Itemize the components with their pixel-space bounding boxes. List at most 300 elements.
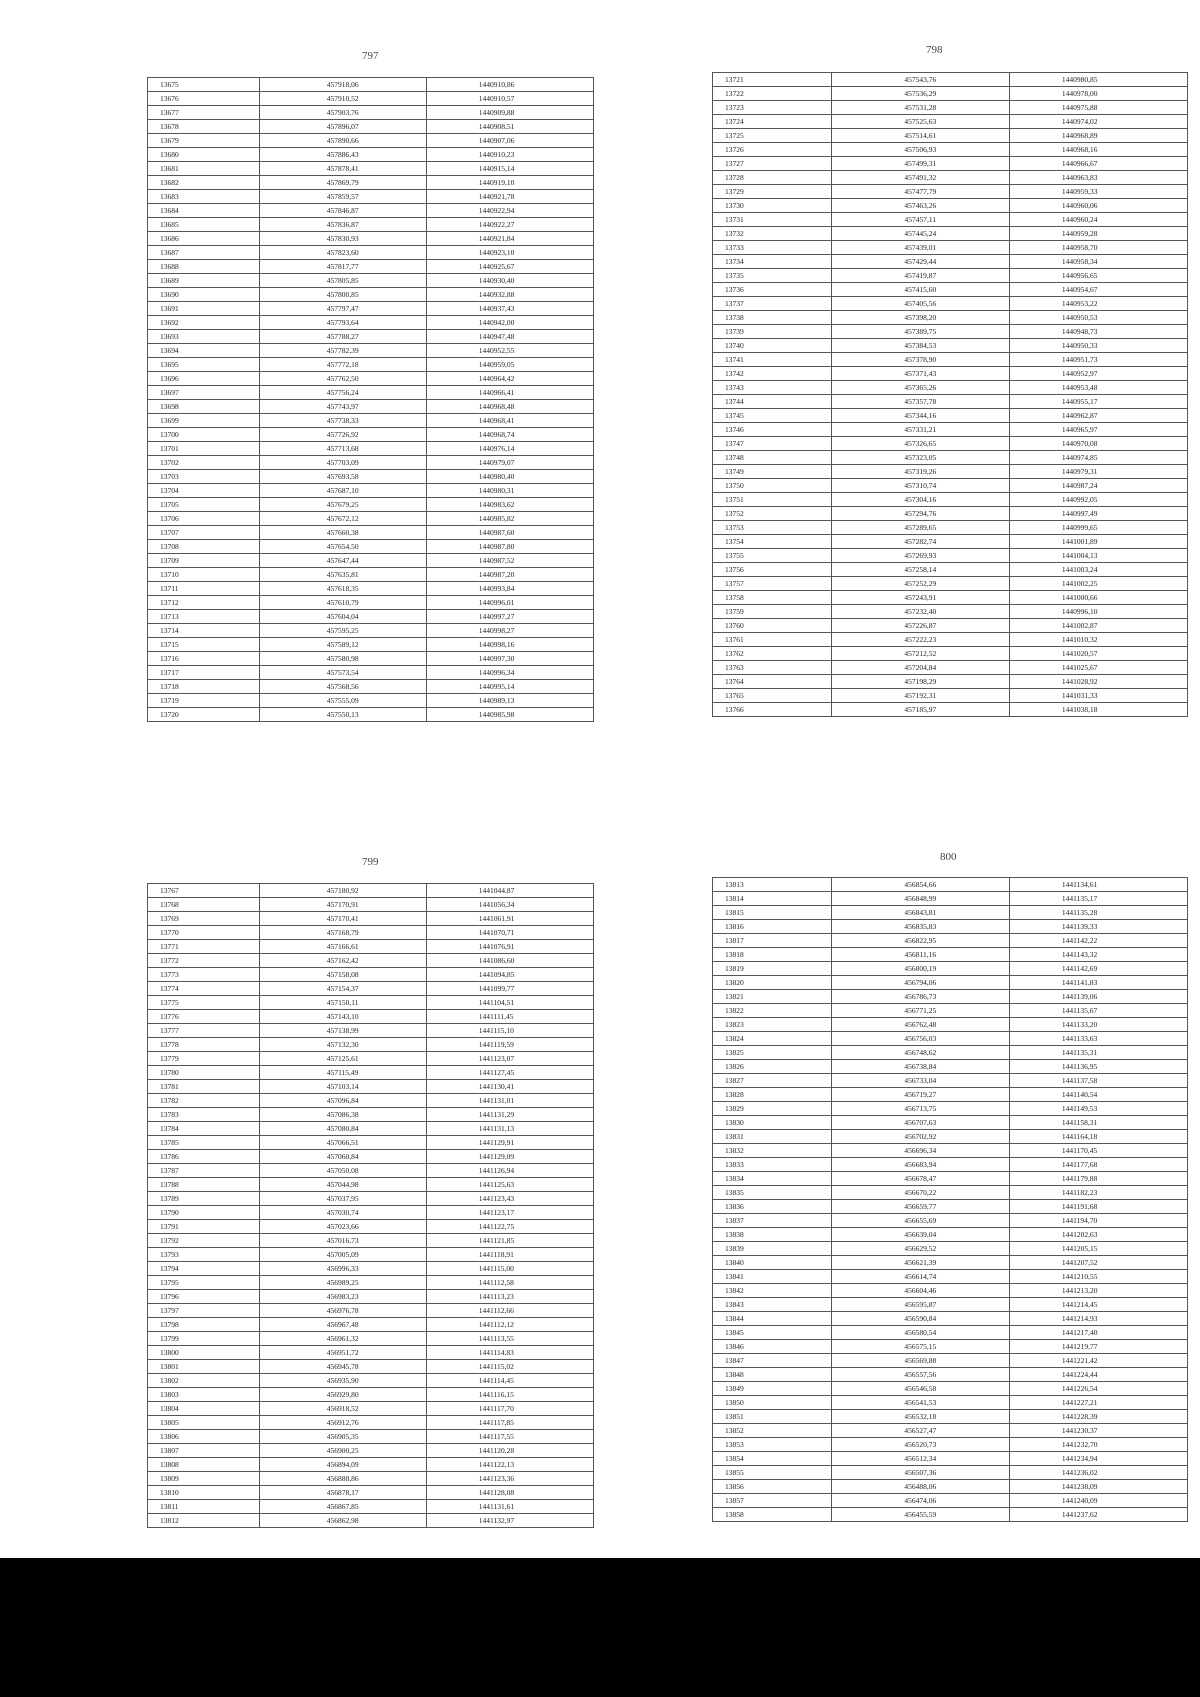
table-row bbox=[713, 227, 1188, 241]
point-number-cell: 13829 bbox=[713, 1102, 832, 1116]
point-number-cell: 13731 bbox=[713, 213, 832, 227]
x-coordinate-cell: 457192,31 bbox=[831, 689, 1009, 703]
table-row bbox=[148, 1486, 594, 1500]
table-row bbox=[713, 976, 1188, 990]
x-coordinate-cell: 456621,39 bbox=[831, 1256, 1009, 1270]
table-row bbox=[713, 157, 1188, 171]
point-number-cell: 13767 bbox=[148, 884, 260, 898]
y-coordinate-cell: 1440960,24 bbox=[1009, 213, 1187, 227]
table-row bbox=[148, 148, 594, 162]
point-number-cell: 13781 bbox=[148, 1080, 260, 1094]
x-coordinate-cell: 457782,39 bbox=[259, 344, 426, 358]
table-row bbox=[713, 591, 1188, 605]
point-number-cell: 13828 bbox=[713, 1088, 832, 1102]
table-row bbox=[713, 451, 1188, 465]
point-number-cell: 13790 bbox=[148, 1206, 260, 1220]
table-row bbox=[713, 1368, 1188, 1382]
y-coordinate-cell: 1440930,40 bbox=[426, 274, 593, 288]
x-coordinate-cell: 456905,35 bbox=[259, 1430, 426, 1444]
y-coordinate-cell: 1441104,51 bbox=[426, 996, 593, 1010]
table-row bbox=[713, 1074, 1188, 1088]
y-coordinate-cell: 1441126,94 bbox=[426, 1164, 593, 1178]
x-coordinate-cell: 457713,68 bbox=[259, 442, 426, 456]
table-row bbox=[148, 582, 594, 596]
table-row bbox=[148, 1150, 594, 1164]
x-coordinate-cell: 457823,60 bbox=[259, 246, 426, 260]
point-number-cell: 13845 bbox=[713, 1326, 832, 1340]
x-coordinate-cell: 456748,62 bbox=[831, 1046, 1009, 1060]
y-coordinate-cell: 1440968,16 bbox=[1009, 143, 1187, 157]
x-coordinate-cell: 457319,26 bbox=[831, 465, 1009, 479]
point-number-cell: 13747 bbox=[713, 437, 832, 451]
table-row bbox=[713, 1326, 1188, 1340]
y-coordinate-cell: 1440922,27 bbox=[426, 218, 593, 232]
y-coordinate-cell: 1441099,77 bbox=[426, 982, 593, 996]
point-number-cell: 13703 bbox=[148, 470, 260, 484]
document-page-797 bbox=[0, 0, 600, 850]
x-coordinate-cell: 457282,74 bbox=[831, 535, 1009, 549]
x-coordinate-cell: 456862,98 bbox=[259, 1514, 426, 1528]
point-number-cell: 13688 bbox=[148, 260, 260, 274]
y-coordinate-cell: 1440987,24 bbox=[1009, 479, 1187, 493]
y-coordinate-cell: 1440983,62 bbox=[426, 498, 593, 512]
table-row bbox=[148, 1402, 594, 1416]
x-coordinate-cell: 457294,76 bbox=[831, 507, 1009, 521]
point-number-cell: 13761 bbox=[713, 633, 832, 647]
table-row bbox=[148, 302, 594, 316]
y-coordinate-cell: 1441025,67 bbox=[1009, 661, 1187, 675]
y-coordinate-cell: 1441128,08 bbox=[426, 1486, 593, 1500]
x-coordinate-cell: 456614,74 bbox=[831, 1270, 1009, 1284]
y-coordinate-cell: 1440976,14 bbox=[426, 442, 593, 456]
table-row bbox=[713, 1004, 1188, 1018]
y-coordinate-cell: 1441123,17 bbox=[426, 1206, 593, 1220]
x-coordinate-cell: 457304,16 bbox=[831, 493, 1009, 507]
table-row bbox=[713, 1480, 1188, 1494]
x-coordinate-cell: 457378,90 bbox=[831, 353, 1009, 367]
point-number-cell: 13858 bbox=[713, 1508, 832, 1522]
y-coordinate-cell: 1440974,02 bbox=[1009, 115, 1187, 129]
table-row bbox=[713, 1214, 1188, 1228]
x-coordinate-cell: 457568,56 bbox=[259, 680, 426, 694]
point-number-cell: 13730 bbox=[713, 199, 832, 213]
y-coordinate-cell: 1441002,87 bbox=[1009, 619, 1187, 633]
point-number-cell: 13778 bbox=[148, 1038, 260, 1052]
table-row bbox=[713, 213, 1188, 227]
table-row bbox=[148, 120, 594, 134]
document-page-798 bbox=[600, 0, 1200, 850]
table-row bbox=[713, 563, 1188, 577]
y-coordinate-cell: 1441221,42 bbox=[1009, 1354, 1187, 1368]
x-coordinate-cell: 456961,32 bbox=[259, 1332, 426, 1346]
point-number-cell: 13846 bbox=[713, 1340, 832, 1354]
table-row bbox=[148, 1332, 594, 1346]
table-row bbox=[713, 465, 1188, 479]
table-row bbox=[713, 269, 1188, 283]
point-number-cell: 13795 bbox=[148, 1276, 260, 1290]
y-coordinate-cell: 1440960,06 bbox=[1009, 199, 1187, 213]
x-coordinate-cell: 457166,61 bbox=[259, 940, 426, 954]
table-row bbox=[713, 661, 1188, 675]
point-number-cell: 13783 bbox=[148, 1108, 260, 1122]
y-coordinate-cell: 1440953,22 bbox=[1009, 297, 1187, 311]
y-coordinate-cell: 1440968,74 bbox=[426, 428, 593, 442]
y-coordinate-cell: 1440992,05 bbox=[1009, 493, 1187, 507]
x-coordinate-cell: 457550,13 bbox=[259, 708, 426, 722]
y-coordinate-cell: 1441115,02 bbox=[426, 1360, 593, 1374]
y-coordinate-cell: 1441061,91 bbox=[426, 912, 593, 926]
y-coordinate-cell: 1440979,07 bbox=[426, 456, 593, 470]
point-number-cell: 13686 bbox=[148, 232, 260, 246]
table-row bbox=[148, 316, 594, 330]
x-coordinate-cell: 456945,78 bbox=[259, 1360, 426, 1374]
y-coordinate-cell: 1440959,05 bbox=[426, 358, 593, 372]
x-coordinate-cell: 457023,66 bbox=[259, 1220, 426, 1234]
table-row bbox=[148, 596, 594, 610]
x-coordinate-cell: 457580,98 bbox=[259, 652, 426, 666]
x-coordinate-cell: 457252,29 bbox=[831, 577, 1009, 591]
x-coordinate-cell: 457772,18 bbox=[259, 358, 426, 372]
table-row bbox=[148, 470, 594, 484]
x-coordinate-cell: 456520,73 bbox=[831, 1438, 1009, 1452]
x-coordinate-cell: 457310,74 bbox=[831, 479, 1009, 493]
point-number-cell: 13765 bbox=[713, 689, 832, 703]
point-number-cell: 13696 bbox=[148, 372, 260, 386]
table-row bbox=[713, 423, 1188, 437]
document-page-799 bbox=[0, 850, 600, 1558]
table-row bbox=[148, 386, 594, 400]
y-coordinate-cell: 1440968,48 bbox=[426, 400, 593, 414]
y-coordinate-cell: 1441132,97 bbox=[426, 1514, 593, 1528]
x-coordinate-cell: 457232,40 bbox=[831, 605, 1009, 619]
table-row bbox=[148, 232, 594, 246]
x-coordinate-cell: 457477,79 bbox=[831, 185, 1009, 199]
y-coordinate-cell: 1441076,91 bbox=[426, 940, 593, 954]
table-row bbox=[148, 954, 594, 968]
table-row bbox=[148, 204, 594, 218]
point-number-cell: 13839 bbox=[713, 1242, 832, 1256]
y-coordinate-cell: 1440919,10 bbox=[426, 176, 593, 190]
point-number-cell: 13775 bbox=[148, 996, 260, 1010]
y-coordinate-cell: 1441226,54 bbox=[1009, 1382, 1187, 1396]
y-coordinate-cell: 1441010,32 bbox=[1009, 633, 1187, 647]
point-number-cell: 13707 bbox=[148, 526, 260, 540]
x-coordinate-cell: 456707,63 bbox=[831, 1116, 1009, 1130]
point-number-cell: 13796 bbox=[148, 1290, 260, 1304]
x-coordinate-cell: 456867,85 bbox=[259, 1500, 426, 1514]
x-coordinate-cell: 457788,27 bbox=[259, 330, 426, 344]
table-row bbox=[148, 498, 594, 512]
x-coordinate-cell: 457756,24 bbox=[259, 386, 426, 400]
x-coordinate-cell: 457185,97 bbox=[831, 703, 1009, 717]
y-coordinate-cell: 1441177,68 bbox=[1009, 1158, 1187, 1172]
x-coordinate-cell: 457222,23 bbox=[831, 633, 1009, 647]
table-row bbox=[148, 1276, 594, 1290]
table-row bbox=[713, 1102, 1188, 1116]
point-number-cell: 13816 bbox=[713, 920, 832, 934]
y-coordinate-cell: 1440950,33 bbox=[1009, 339, 1187, 353]
y-coordinate-cell: 1440975,88 bbox=[1009, 101, 1187, 115]
y-coordinate-cell: 1440996,10 bbox=[1009, 605, 1187, 619]
point-number-cell: 13752 bbox=[713, 507, 832, 521]
table-row bbox=[713, 948, 1188, 962]
y-coordinate-cell: 1441158,31 bbox=[1009, 1116, 1187, 1130]
y-coordinate-cell: 1441118,91 bbox=[426, 1248, 593, 1262]
point-number-cell: 13724 bbox=[713, 115, 832, 129]
y-coordinate-cell: 1441127,45 bbox=[426, 1066, 593, 1080]
table-row bbox=[713, 381, 1188, 395]
point-number-cell: 13769 bbox=[148, 912, 260, 926]
y-coordinate-cell: 1441000,66 bbox=[1009, 591, 1187, 605]
table-row bbox=[713, 311, 1188, 325]
y-coordinate-cell: 1441142,69 bbox=[1009, 962, 1187, 976]
point-number-cell: 13794 bbox=[148, 1262, 260, 1276]
table-row bbox=[148, 624, 594, 638]
x-coordinate-cell: 456794,06 bbox=[831, 976, 1009, 990]
y-coordinate-cell: 1441224,44 bbox=[1009, 1368, 1187, 1382]
point-number-cell: 13827 bbox=[713, 1074, 832, 1088]
point-number-cell: 13676 bbox=[148, 92, 260, 106]
x-coordinate-cell: 456595,87 bbox=[831, 1298, 1009, 1312]
point-number-cell: 13818 bbox=[713, 948, 832, 962]
point-number-cell: 13852 bbox=[713, 1424, 832, 1438]
x-coordinate-cell: 457050,08 bbox=[259, 1164, 426, 1178]
x-coordinate-cell: 457743,97 bbox=[259, 400, 426, 414]
point-number-cell: 13683 bbox=[148, 190, 260, 204]
y-coordinate-cell: 1440998,16 bbox=[426, 638, 593, 652]
table-row bbox=[713, 647, 1188, 661]
x-coordinate-cell: 457150,11 bbox=[259, 996, 426, 1010]
table-row bbox=[148, 428, 594, 442]
y-coordinate-cell: 1440953,48 bbox=[1009, 381, 1187, 395]
table-row bbox=[148, 1304, 594, 1318]
y-coordinate-cell: 1440921,78 bbox=[426, 190, 593, 204]
y-coordinate-cell: 1440980,31 bbox=[426, 484, 593, 498]
x-coordinate-cell: 457687,10 bbox=[259, 484, 426, 498]
point-number-cell: 13746 bbox=[713, 423, 832, 437]
point-number-cell: 13679 bbox=[148, 134, 260, 148]
point-number-cell: 13738 bbox=[713, 311, 832, 325]
x-coordinate-cell: 457499,31 bbox=[831, 157, 1009, 171]
point-number-cell: 13736 bbox=[713, 283, 832, 297]
point-number-cell: 13691 bbox=[148, 302, 260, 316]
y-coordinate-cell: 1440963,83 bbox=[1009, 171, 1187, 185]
x-coordinate-cell: 456756,03 bbox=[831, 1032, 1009, 1046]
y-coordinate-cell: 1441179,88 bbox=[1009, 1172, 1187, 1186]
y-coordinate-cell: 1441112,12 bbox=[426, 1318, 593, 1332]
table-row bbox=[148, 1458, 594, 1472]
table-row bbox=[713, 409, 1188, 423]
point-number-cell: 13710 bbox=[148, 568, 260, 582]
y-coordinate-cell: 1441001,89 bbox=[1009, 535, 1187, 549]
table-row bbox=[148, 512, 594, 526]
y-coordinate-cell: 1440955,17 bbox=[1009, 395, 1187, 409]
y-coordinate-cell: 1441149,53 bbox=[1009, 1102, 1187, 1116]
y-coordinate-cell: 1441139,06 bbox=[1009, 990, 1187, 1004]
point-number-cell: 13825 bbox=[713, 1046, 832, 1060]
x-coordinate-cell: 456894,09 bbox=[259, 1458, 426, 1472]
x-coordinate-cell: 457738,33 bbox=[259, 414, 426, 428]
point-number-cell: 13715 bbox=[148, 638, 260, 652]
point-number-cell: 13840 bbox=[713, 1256, 832, 1270]
point-number-cell: 13833 bbox=[713, 1158, 832, 1172]
y-coordinate-cell: 1441213,20 bbox=[1009, 1284, 1187, 1298]
point-number-cell: 13743 bbox=[713, 381, 832, 395]
point-number-cell: 13700 bbox=[148, 428, 260, 442]
point-number-cell: 13807 bbox=[148, 1444, 260, 1458]
point-number-cell: 13782 bbox=[148, 1094, 260, 1108]
x-coordinate-cell: 457439,01 bbox=[831, 241, 1009, 255]
point-number-cell: 13791 bbox=[148, 1220, 260, 1234]
x-coordinate-cell: 457555,09 bbox=[259, 694, 426, 708]
x-coordinate-cell: 457016,73 bbox=[259, 1234, 426, 1248]
table-row bbox=[148, 1290, 594, 1304]
y-coordinate-cell: 1440970,08 bbox=[1009, 437, 1187, 451]
y-coordinate-cell: 1440959,28 bbox=[1009, 227, 1187, 241]
y-coordinate-cell: 1441112,58 bbox=[426, 1276, 593, 1290]
x-coordinate-cell: 457180,92 bbox=[259, 884, 426, 898]
y-coordinate-cell: 1441002,25 bbox=[1009, 577, 1187, 591]
table-row bbox=[148, 246, 594, 260]
y-coordinate-cell: 1441232,70 bbox=[1009, 1438, 1187, 1452]
point-number-cell: 13850 bbox=[713, 1396, 832, 1410]
table-row bbox=[148, 288, 594, 302]
point-number-cell: 13709 bbox=[148, 554, 260, 568]
table-row bbox=[148, 638, 594, 652]
y-coordinate-cell: 1441122,13 bbox=[426, 1458, 593, 1472]
x-coordinate-cell: 457115,49 bbox=[259, 1066, 426, 1080]
table-row bbox=[713, 1116, 1188, 1130]
x-coordinate-cell: 457389,75 bbox=[831, 325, 1009, 339]
y-coordinate-cell: 1441004,13 bbox=[1009, 549, 1187, 563]
table-row bbox=[148, 92, 594, 106]
y-coordinate-cell: 1440910,86 bbox=[426, 78, 593, 92]
table-row bbox=[148, 1136, 594, 1150]
y-coordinate-cell: 1441141,83 bbox=[1009, 976, 1187, 990]
table-row bbox=[148, 442, 594, 456]
point-number-cell: 13719 bbox=[148, 694, 260, 708]
x-coordinate-cell: 457429,44 bbox=[831, 255, 1009, 269]
y-coordinate-cell: 1440997,49 bbox=[1009, 507, 1187, 521]
y-coordinate-cell: 1441191,68 bbox=[1009, 1200, 1187, 1214]
table-row bbox=[713, 367, 1188, 381]
coordinate-table bbox=[147, 883, 594, 1528]
point-number-cell: 13718 bbox=[148, 680, 260, 694]
y-coordinate-cell: 1440907,06 bbox=[426, 134, 593, 148]
table-row bbox=[713, 479, 1188, 493]
x-coordinate-cell: 456659,77 bbox=[831, 1200, 1009, 1214]
table-row bbox=[148, 1234, 594, 1248]
point-number-cell: 13843 bbox=[713, 1298, 832, 1312]
table-row bbox=[713, 1410, 1188, 1424]
x-coordinate-cell: 457170,41 bbox=[259, 912, 426, 926]
y-coordinate-cell: 1440997,30 bbox=[426, 652, 593, 666]
table-row bbox=[148, 162, 594, 176]
x-coordinate-cell: 457168,79 bbox=[259, 926, 426, 940]
x-coordinate-cell: 457158,08 bbox=[259, 968, 426, 982]
x-coordinate-cell: 456996,33 bbox=[259, 1262, 426, 1276]
point-number-cell: 13733 bbox=[713, 241, 832, 255]
x-coordinate-cell: 456590,84 bbox=[831, 1312, 1009, 1326]
table-row bbox=[713, 1144, 1188, 1158]
point-number-cell: 13755 bbox=[713, 549, 832, 563]
point-number-cell: 13834 bbox=[713, 1172, 832, 1186]
x-coordinate-cell: 457044,98 bbox=[259, 1178, 426, 1192]
table-row bbox=[713, 633, 1188, 647]
y-coordinate-cell: 1441210,55 bbox=[1009, 1270, 1187, 1284]
x-coordinate-cell: 456702,92 bbox=[831, 1130, 1009, 1144]
point-number-cell: 13812 bbox=[148, 1514, 260, 1528]
x-coordinate-cell: 456967,48 bbox=[259, 1318, 426, 1332]
point-number-cell: 13831 bbox=[713, 1130, 832, 1144]
y-coordinate-cell: 1441038,18 bbox=[1009, 703, 1187, 717]
y-coordinate-cell: 1441123,43 bbox=[426, 1192, 593, 1206]
point-number-cell: 13726 bbox=[713, 143, 832, 157]
table-row bbox=[148, 1318, 594, 1332]
y-coordinate-cell: 1441230,37 bbox=[1009, 1424, 1187, 1438]
point-number-cell: 13768 bbox=[148, 898, 260, 912]
x-coordinate-cell: 456557,56 bbox=[831, 1368, 1009, 1382]
point-number-cell: 13694 bbox=[148, 344, 260, 358]
point-number-cell: 13760 bbox=[713, 619, 832, 633]
table-row bbox=[713, 1088, 1188, 1102]
point-number-cell: 13711 bbox=[148, 582, 260, 596]
x-coordinate-cell: 456762,48 bbox=[831, 1018, 1009, 1032]
table-row bbox=[148, 330, 594, 344]
point-number-cell: 13853 bbox=[713, 1438, 832, 1452]
point-number-cell: 13787 bbox=[148, 1164, 260, 1178]
table-row bbox=[713, 1060, 1188, 1074]
point-number-cell: 13708 bbox=[148, 540, 260, 554]
x-coordinate-cell: 457589,12 bbox=[259, 638, 426, 652]
y-coordinate-cell: 1440974,85 bbox=[1009, 451, 1187, 465]
point-number-cell: 13712 bbox=[148, 596, 260, 610]
x-coordinate-cell: 457797,47 bbox=[259, 302, 426, 316]
table-row bbox=[148, 680, 594, 694]
point-number-cell: 13857 bbox=[713, 1494, 832, 1508]
table-row bbox=[148, 372, 594, 386]
y-coordinate-cell: 1441170,45 bbox=[1009, 1144, 1187, 1158]
point-number-cell: 13704 bbox=[148, 484, 260, 498]
point-number-cell: 13810 bbox=[148, 1486, 260, 1500]
x-coordinate-cell: 456696,34 bbox=[831, 1144, 1009, 1158]
x-coordinate-cell: 457536,29 bbox=[831, 87, 1009, 101]
table-row bbox=[148, 1192, 594, 1206]
table-row bbox=[713, 1452, 1188, 1466]
point-number-cell: 13754 bbox=[713, 535, 832, 549]
point-number-cell: 13798 bbox=[148, 1318, 260, 1332]
y-coordinate-cell: 1441086,60 bbox=[426, 954, 593, 968]
x-coordinate-cell: 457793,64 bbox=[259, 316, 426, 330]
y-coordinate-cell: 1440996,01 bbox=[426, 596, 593, 610]
table-row bbox=[148, 1248, 594, 1262]
table-row bbox=[148, 1500, 594, 1514]
y-coordinate-cell: 1440909,88 bbox=[426, 106, 593, 120]
x-coordinate-cell: 456670,22 bbox=[831, 1186, 1009, 1200]
point-number-cell: 13739 bbox=[713, 325, 832, 339]
table-row bbox=[713, 437, 1188, 451]
point-number-cell: 13776 bbox=[148, 1010, 260, 1024]
table-row bbox=[713, 1186, 1188, 1200]
x-coordinate-cell: 457836,87 bbox=[259, 218, 426, 232]
x-coordinate-cell: 456719,27 bbox=[831, 1088, 1009, 1102]
point-number-cell: 13814 bbox=[713, 892, 832, 906]
x-coordinate-cell: 457610,79 bbox=[259, 596, 426, 610]
x-coordinate-cell: 456575,15 bbox=[831, 1340, 1009, 1354]
y-coordinate-cell: 1440998,27 bbox=[426, 624, 593, 638]
point-number-cell: 13813 bbox=[713, 878, 832, 892]
point-number-cell: 13799 bbox=[148, 1332, 260, 1346]
